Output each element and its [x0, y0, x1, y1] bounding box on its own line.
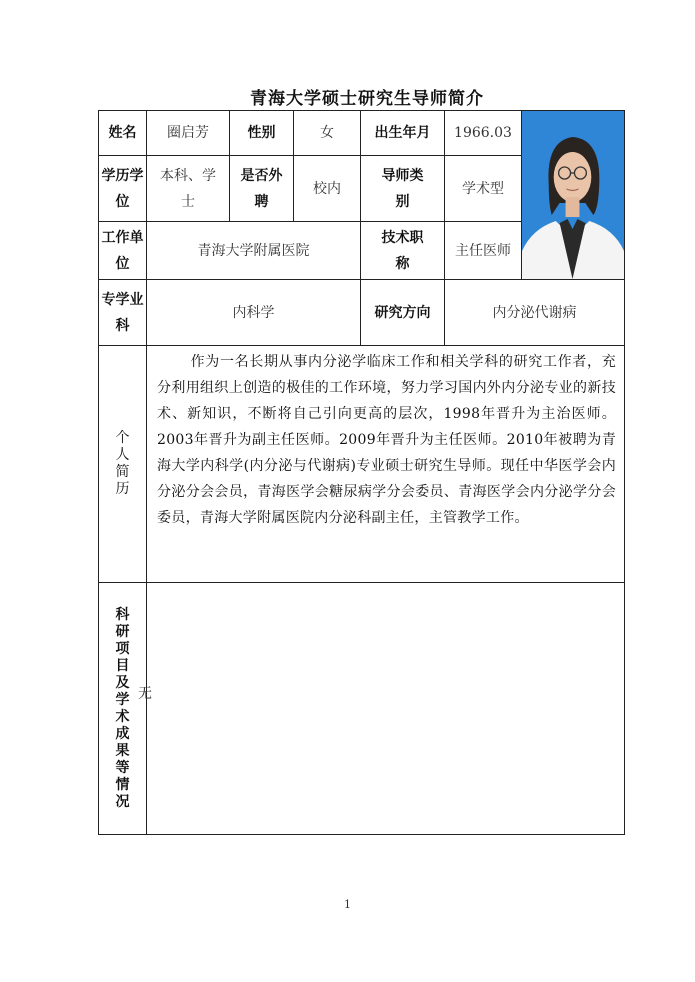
- page-title: 青海大学硕士研究生导师简介: [250, 89, 484, 109]
- supervisor-type-value: 学术型: [445, 156, 522, 222]
- research-direction-value: 内分泌代谢病: [445, 280, 625, 346]
- work-unit-label: 工作单位: [99, 222, 147, 280]
- profile-table: [98, 110, 625, 835]
- major-value: 内科学: [147, 280, 361, 346]
- major-label: 专学业科: [99, 280, 147, 346]
- education-label: 学历学位: [99, 156, 147, 222]
- gender-label: 性别: [230, 111, 294, 156]
- research-projects-value: 无: [138, 686, 152, 702]
- tech-title-label: 技术职称: [361, 222, 445, 280]
- work-unit-value: 青海大学附属医院: [147, 222, 361, 280]
- portrait-photo: [522, 111, 624, 279]
- bio-label-cell: [99, 346, 147, 583]
- birth-label: 出生年月: [361, 111, 445, 156]
- name-label: 姓名: [99, 111, 147, 156]
- birth-value: 1966.03: [445, 111, 522, 156]
- photo-cell: [522, 111, 625, 280]
- bio-label: 个人简历: [115, 430, 130, 497]
- research-direction-label: 研究方向: [361, 280, 445, 346]
- research-projects-cell: [147, 583, 625, 835]
- education-value: 本科、学士: [147, 156, 230, 222]
- page-number: 1: [344, 898, 351, 911]
- tech-title-value: 主任医师: [445, 222, 522, 280]
- research-label-cell: [99, 583, 147, 835]
- bio-text: 作为一名长期从事内分泌学临床工作和相关学科的研究工作者，充分利用组织上创造的极佳的工作环境，努力学习国内外内分泌专业的新技术、新知识，不断将自己引向更高的层次，1998年晋升为主治医师。2003年晋升为副主任医师。2009年晋升为主任医师。2010年被聘为青海大学内科学(内分泌与代谢病)专业硕士研究生导师。现任中华医学会内分泌分会会员，青海医学会糖尿病学分会委员、青海医学会内分泌学分会委员，青海大学附属医院内分泌科副主任，主管教学工作。: [157, 354, 616, 526]
- gender-value: 女: [294, 111, 361, 156]
- research-projects-label: 科研项目及学术成果等情况: [115, 606, 130, 810]
- supervisor-type-label: 导师类别: [361, 156, 445, 222]
- bio-cell: [147, 346, 625, 583]
- name-value: 圈启芳: [147, 111, 230, 156]
- external-label: 是否外聘: [230, 156, 294, 222]
- external-value: 校内: [294, 156, 361, 222]
